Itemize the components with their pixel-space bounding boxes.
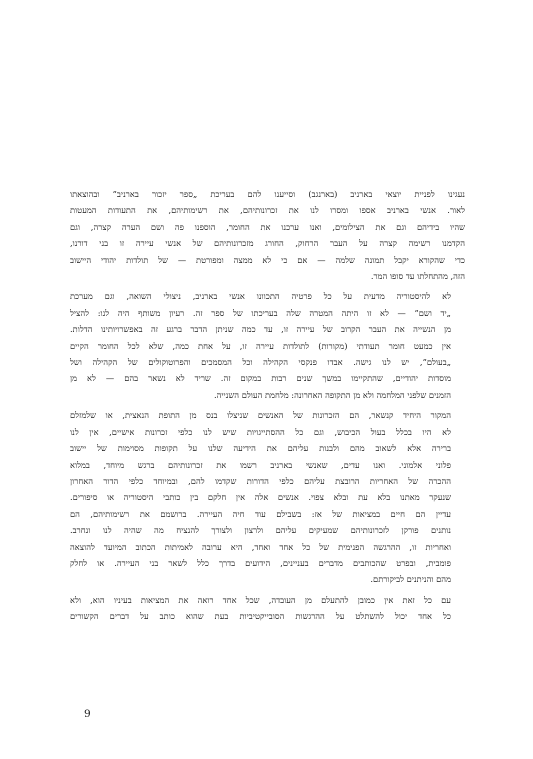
paragraph-1 [70, 186, 465, 284]
text-line: ברירה אלא לשאוב מהם ולבנות עליהם את הידיעה שלנו על תקופות מסוימות של יישוב [70, 443, 451, 454]
text-line: נעגינו לפניית יוצאי בארניב (בארנגב) וסייענו להם בעריכת „ספר יזכור בארניב” ובהוצאתו [70, 189, 465, 199]
paragraph-3 [70, 407, 465, 587]
text-line: לא להיסטוריה מדעית על כל פרטיה התכוונו אנשי בארניב, ניצולי השואה, וגם מערכת [70, 291, 451, 302]
text-line: נותנים פורקן לזכרונותיהם שמעיקים עליהם ולרצון ולצורך להנציח מה שהיה לנו ונחרב. [70, 525, 451, 536]
text-line: המקור היחיד קנשאר, הם הזכרונות של האנשים שניצלו בנס מן התופת הנאצית, או שלמזלם [70, 410, 451, 421]
text-line: ההכרה של האחריות הרובצת עליהם כלפי הדורות שקדמו להם, ובמיוחד כלפי הדור האחרון [70, 475, 451, 486]
text-line: הקדמנו רשימה קצרה על העבר הרחוק, החורג מזכרונותיהם של אנשי עיירה זו בני דורנו, [70, 238, 465, 249]
text-line: הזמנים שלפני המלחמה ולא מן התקופה האחרונה: מלחמת העולם השנייה. [213, 389, 451, 400]
text-line: „יד ושם” — לא זו היתה המטרה שלה בעריכתו של ספר זה. רעיון משותף היה לנו: להציל [70, 307, 451, 318]
text-line: מהם והניתנים לביקורתם. [370, 574, 451, 585]
text-line: כל אחד יכול להשתלט על ההרגשות הסובייקטיביות בעת שהוא כותב על דברים הקשורים [70, 611, 451, 622]
text-line: לאור. אנשי בארניב אספו ומסרו לנו את זכרונותיהם, את רשימותיהם, את התעודות המעטות [70, 205, 465, 216]
text-line: שנעקר מאתנו בלא עת ובלא צפוי. אנשים אלה אין חלקם בין כותבי היסטוריה או סיפורים. [70, 492, 451, 503]
page-number: 9 [84, 708, 91, 720]
text-line: שהיו בידיהם וגם את הצילומים, ואנו ערכנו את החומר, הוספנו פה ושם הערה קצרה, וגם [70, 221, 465, 232]
body-text [70, 186, 465, 629]
text-line: „בעולם”, יש לנו גישה. אבדו פנקסי הקהילה וכל המסמכים והפרוטוקולים של הקהילה ושל [70, 357, 451, 368]
text-line: אין כמעט חומר תעודתי (מקורות) לתולדות עיירה זו, על אחת כמה, שלא לכל החומר הקיים [70, 340, 451, 351]
text-line: עם כל זאת אין כמובן להתעלם מן העובדה, שכל אחד רואה את המציאות בעיניו הוא, ולא [70, 594, 451, 605]
text-line: הזה, מהתחלתו עד סופו המר. [370, 271, 465, 282]
text-line: פלוני אלמוני. ואנו עדים, שאנשי בארניב רשמו את זכרונותיהם ברגש מיוחד, במלוא [70, 459, 451, 470]
text-line: ואחריות זו, ההרגשה הפנימית של כל אחד ואחד, היא ערובה לאמיתות הכתוב המיועד להוצאה [70, 541, 451, 552]
paragraph-4 [70, 592, 465, 625]
paragraph-2 [70, 288, 465, 403]
text-line: מוסדות יהודיים, שהתקיימו במשך שנים רבות במקום זה. שריד לא נשאר בהם — לא מן [70, 373, 451, 384]
text-line: לא היו בכלל בעול הכיבוש, וגם כל ההסתייגויות שיש לנו כלפי זכרונות אישיים, אין לנו [70, 426, 451, 437]
text-line: עדיין הם חיים במציאות של אז: בשבילם עוד חיה העיירה. ברושמם את רשימותיהם, הם [70, 508, 451, 519]
text-line: מן הנשייה את העבר הקרוב של עיירה זו, עד כמה שניתן הדבר ברגע זה באפשרויותינו הדלות. [70, 324, 451, 335]
text-line: פומבית, ובפרט שהכותבים מדברים בעניינים, הידועים בדרך כלל לשאר בני העיירה. או לחלק [70, 557, 451, 568]
text-line: כדי שהקורא יקבל תמונה שלמה — אם כי לא ממצה ומפורטת — של תולדות יהודי היישוב [70, 254, 465, 265]
